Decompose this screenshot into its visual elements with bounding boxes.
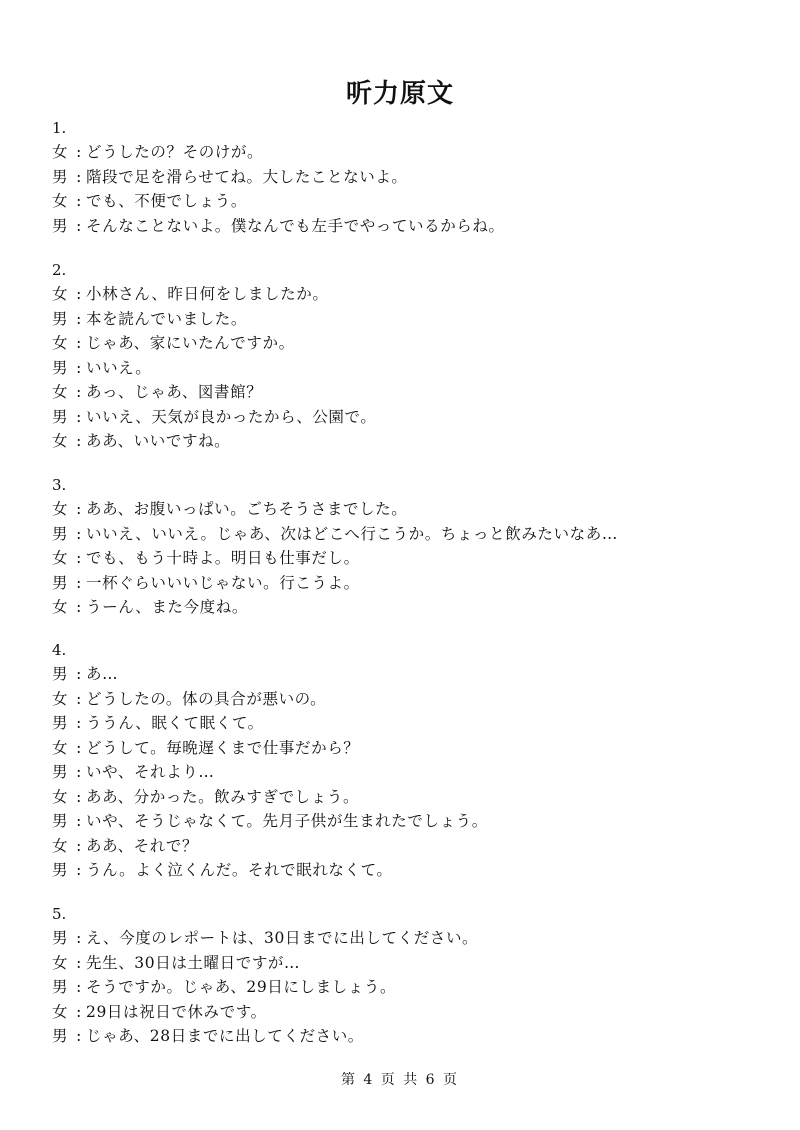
speaker-label: 女 [52,836,69,855]
speaker-label: 男 [52,978,69,996]
speaker-label: 女 [52,787,69,806]
speaker-label: 男 [52,861,69,879]
speaker-label: 男 [52,1027,69,1045]
speaker-label: 女 [52,598,69,616]
line-text: いいえ、天気が良かったから、公園で。 [86,407,377,426]
line-text: どうして。毎晩遅くまで仕事だから？ [86,738,360,757]
speaker-label: 女 [52,432,69,450]
line-text: え、今度のレポートは、30日までに出してください。 [86,929,479,947]
speaker-label: 女 [52,549,69,567]
speaker-label: 男 [52,812,69,830]
dialogue-line: 女 : ああ、お腹いっぱい。ごちそうさまでした。 [52,497,772,522]
line-text: ああ、それで？ [86,836,199,855]
speaker-label: 女 [52,738,69,757]
line-text: そうですか。じゃあ、29日にしましょう。 [86,978,397,996]
dialogue-line: 男 : いや、そうじゃなくて。先月子供が生まれたでしょう。 [52,809,772,834]
dialogue-line: 女 : あっ、じゃあ、図書館？ [52,380,772,405]
dialogue-line: 女 : うーん、また今度ね。 [52,595,772,620]
line-text: うーん、また今度ね。 [86,598,248,616]
dialogue-line: 女 : じゃあ、家にいたんですか。 [52,331,772,356]
speaker-label: 女 [52,143,69,161]
speaker-label: 男 [52,929,69,947]
speaker-label: 男 [52,763,69,781]
line-text: 小林さん、昨日何をしましたか。 [86,285,329,303]
line-text: いいえ。 [86,358,152,377]
speaker-label: 女 [52,334,69,352]
dialogue-line: 男 : うん。よく泣くんだ。それで眠れなくて。 [52,858,772,883]
line-text: うん。よく泣くんだ。それで眠れなくて。 [86,861,393,879]
page-footer: 第 4 页 共 6 页 [340,1072,460,1088]
section-number: 5. [52,905,67,923]
dialogue-section-1 [52,118,772,238]
page-title: 听力原文 [345,79,454,109]
speaker-label: 女 [52,285,69,303]
speaker-label: 男 [52,358,69,377]
dialogue-line: 男 : いいえ、いいえ。じゃあ、次はどこへ行こうか。ちょっと飲みたいなあ… [52,522,772,547]
speaker-label: 女 [52,192,69,210]
dialogue-line: 男 : ううん、眠くて眠くて。 [52,711,772,736]
speaker-label: 男 [52,407,69,426]
dialogue-line: 女 : でも、不便でしょう。 [52,189,772,214]
line-text: 本を読んでいました。 [86,309,248,328]
dialogue-line: 男 : いいえ。 [52,356,772,381]
line-text: 先生、30日は土曜日ですが… [86,953,301,972]
line-text: どうしたの。体の具合が悪いの。 [86,689,327,708]
dialogue-line: 男 : そうですか。じゃあ、29日にしましょう。 [52,975,772,1000]
dialogue-line: 男 : じゃあ、28日までに出してください。 [52,1024,772,1049]
line-text: いいえ、いいえ。じゃあ、次はどこへ行こうか。ちょっと飲みたいなあ… [86,524,618,543]
dialogue-section-2 [52,260,772,454]
dialogue-line: 男 : いいえ、天気が良かったから、公園で。 [52,405,772,430]
line-text: 階段で足を滑らせてね。大したことないよ。 [86,167,408,186]
dialogue-line: 女 : どうして。毎晩遅くまで仕事だから？ [52,736,772,761]
speaker-label: 男 [52,665,69,683]
dialogue-line: 女 : 先生、30日は土曜日ですが… [52,951,772,976]
dialogue-line: 男 : え、今度のレポートは、30日までに出してください。 [52,926,772,951]
dialogue-line: 女 : どうしたの。体の具合が悪いの。 [52,687,772,712]
dialogue-line: 女 : ああ、それで？ [52,834,772,859]
dialogue-section-3 [52,475,772,620]
line-text: じゃあ、28日までに出してください。 [86,1027,364,1045]
dialogue-line: 男 : 一杯ぐらいいいじゃない。行こうよ。 [52,571,772,596]
dialogue-line: 男 : 階段で足を滑らせてね。大したことないよ。 [52,165,772,190]
line-text: ああ、お腹いっぱい。ごちそうさまでした。 [86,500,408,518]
section-number: 4. [52,641,67,659]
speaker-label: 男 [52,167,69,186]
line-text: いや、そうじゃなくて。先月子供が生まれたでしょう。 [86,812,488,830]
line-text: どうしたの？そのけが。 [86,143,264,161]
speaker-label: 女 [52,383,69,401]
line-text: 29日は祝日で休みです。 [86,1002,267,1021]
line-text: じゃあ、家にいたんですか。 [86,334,295,352]
section-number: 1. [52,119,67,137]
speaker-label: 女 [52,500,69,518]
line-text: でも、不便でしょう。 [86,192,248,210]
line-text: ううん、眠くて眠くて。 [86,714,264,732]
dialogue-line: 女 : 小林さん、昨日何をしましたか。 [52,282,772,307]
speaker-label: 男 [52,216,69,235]
line-text: あっ、じゃあ、図書館？ [86,383,263,401]
dialogue-section-4 [52,640,772,883]
section-number: 2. [52,261,67,279]
dialogue-section-5 [52,904,772,1049]
dialogue-line: 男 : 本を読んでいました。 [52,307,772,332]
dialogue-line: 男 : あ… [52,662,772,687]
line-text: でも、もう十時よ。明日も仕事だし。 [86,549,360,567]
speaker-label: 男 [52,309,69,328]
dialogue-line: 男 : いや、それより… [52,760,772,785]
speaker-label: 女 [52,1002,69,1021]
line-text: ああ、いいですね。 [86,432,231,450]
dialogue-line: 女 : 29日は祝日で休みです。 [52,1000,772,1025]
speaker-label: 男 [52,524,69,543]
line-text: そんなことないよ。僕なんでも左手でやっているからね。 [86,216,505,235]
dialogue-line: 女 : でも、もう十時よ。明日も仕事だし。 [52,546,772,571]
speaker-label: 女 [52,953,69,972]
dialogue-line: 女 : ああ、分かった。飲みすぎでしょう。 [52,785,772,810]
speaker-label: 男 [52,714,69,732]
line-text: ああ、分かった。飲みすぎでしょう。 [86,787,360,806]
line-text: いや、それより… [86,763,215,781]
dialogue-line: 男 : そんなことないよ。僕なんでも左手でやっているからね。 [52,214,772,239]
line-text: 一杯ぐらいいいじゃない。行こうよ。 [86,573,360,592]
line-text: あ… [86,665,119,683]
section-number: 3. [52,476,67,494]
speaker-label: 男 [52,573,69,592]
dialogue-line: 女 : どうしたの？そのけが。 [52,140,772,165]
speaker-label: 女 [52,689,69,708]
dialogue-line: 女 : ああ、いいですね。 [52,429,772,454]
